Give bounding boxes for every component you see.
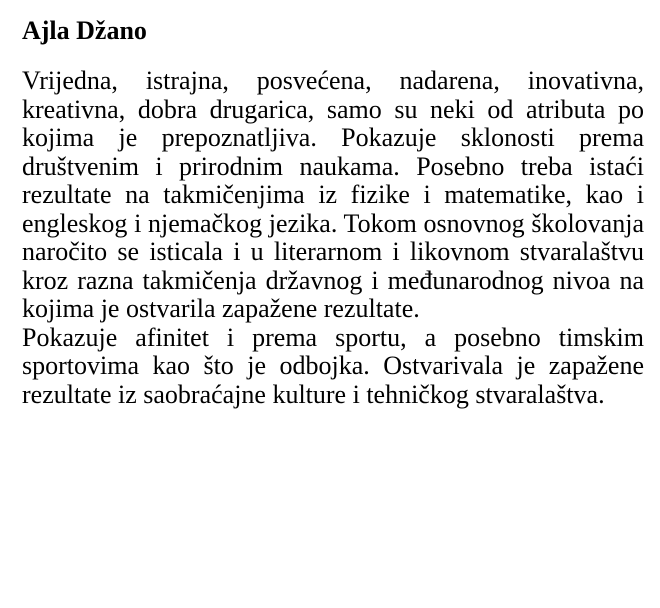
document <box>22 12 644 409</box>
document-title: Ajla Džano <box>22 16 147 45</box>
paragraph-intro: Vrijedna, istrajna, posvećena, nadarena, inovativna, kreativna, dobra drugarica, samo su neki od atributa po kojima je prepoznatljiva. Pokazuje sklonosti prema društvenim i prirodnim naukama. Posebno treba istaći rezultate na takmičenjima iz fizike i matematike, kao i engleskog i njemačkog jezika. Tokom osnovnog školovanja naročito se isticala i u literarnom i likovnom stvaralaštvu kroz razna takmičenja državnog i međunarodnog nivoa na kojima je ostvarila zapažene rezultate. <box>22 66 644 323</box>
paragraph-sport: Pokazuje afinitet i prema sportu, a posebno timskim sportovima kao što je odbojka. Ostvarivala je zapažene rezultate iz saobraćajne kulture i tehničkog stvaralaštva. <box>22 322 644 409</box>
